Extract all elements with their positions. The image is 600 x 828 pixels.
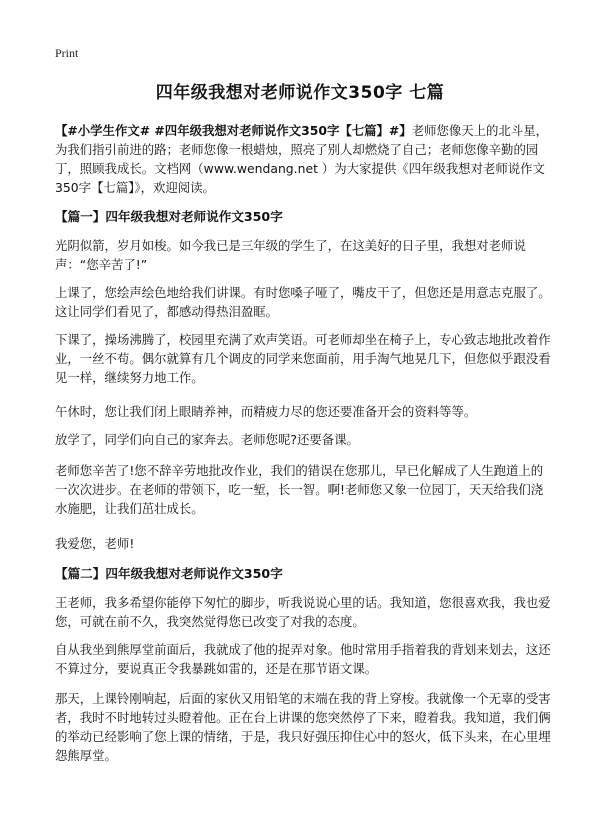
section-2-paragraph	[55, 640, 552, 678]
section-1-paragraph	[55, 236, 552, 274]
paragraph-text: 我爱您，老师!	[55, 536, 135, 551]
paragraph-text: 上课了，您绘声绘色地给我们讲课。有时您嗓子哑了，嘴皮干了，但您还是用意志克服了。这让同学们看见了，都感动得热泪盈眶。	[55, 285, 551, 319]
section-1-paragraph	[55, 402, 552, 421]
section-1-paragraph	[55, 534, 552, 553]
paragraph-text: 光阴似箭，岁月如梭。如今我已是三年级的学生了，在这美好的日子里，我想对老师说声：“您辛苦了!”	[55, 238, 526, 272]
paragraph-text: 自从我坐到熊厚堂前面后，我就成了他的捉弄对象。他时常用手指着我的背划来划去，这还不算过分，要说真正令我暴跳如雷的，还是在那节语文课。	[55, 642, 551, 676]
paragraph-text: 老师您辛苦了!您不辞辛劳地批改作业，我们的错误在您那儿，早已化解成了人生跑道上的一次次进步。在老师的带领下，吃一堑，长一智。啊!老师您又象一位园丁，天天给我们浇水施肥，让我们茁壮成长。	[55, 463, 544, 516]
paragraph-text: 放学了，同学们向自己的家奔去。老师您呢?还要备课。	[55, 432, 359, 447]
section-1-paragraph	[55, 461, 552, 518]
intro-paragraph	[55, 121, 552, 197]
paragraph-text: 午休时，您让我们闭上眼睛养神，而精疲力尽的您还要准备开会的资料等等。	[55, 404, 477, 419]
intro-text: 老师您像天上的北斗星，为我们指引前进的路；老师您像一根蜡烛，照亮了别人却燃烧了自己；老师您像辛勤的园丁，照顾我成长。文档网（www.wendang.net ）为大家提供《四年级我想对老师说作文350字【七篇】》，欢迎阅读。	[55, 123, 548, 195]
section-1-paragraph	[55, 283, 552, 321]
section-2-heading: 【篇二】四年级我想对老师说作文350字	[55, 566, 283, 581]
paragraph-text: 王老师，我多希望你能停下匆忙的脚步，听我说说心里的话。我知道，您很喜欢我，我也爱您，可就在前不久，我突然觉得您已改变了对我的态度。	[55, 595, 551, 629]
document-title: 四年级我想对老师说作文350字 七篇	[155, 83, 445, 103]
section-1-heading: 【篇一】四年级我想对老师说作文350字	[55, 209, 283, 224]
section-1-paragraph	[55, 330, 552, 387]
paragraph-text: 那天，上课铃刚响起，后面的家伙又用铅笔的末端在我的背上穿梭。我就像一个无辜的受害者，我时不时地转过头瞪着他。正在台上讲课的您突然停了下来，瞪着我。我知道，我们俩的举动已经影响了您上课的情绪，于是，我只好强压抑住心中的怒火，低下头来，在心里埋怨熊厚堂。	[55, 691, 551, 763]
section-2-paragraph	[55, 689, 552, 765]
section-2-paragraph	[55, 593, 552, 631]
paragraph-text: 下课了，操场沸腾了，校园里充满了欢声笑语。可老师却坐在椅子上，专心致志地批改着作业，一丝不苟。偶尔就算有几个调皮的同学来您面前，用手淘气地晃几下，但您似乎跟没看见一样，继续努力地工作。	[55, 332, 551, 385]
intro-tag: 【#小学生作文# #四年级我想对老师说作文350字【七篇】#】	[55, 123, 412, 138]
print-label: Print	[55, 46, 79, 60]
section-1-paragraph	[55, 430, 552, 449]
